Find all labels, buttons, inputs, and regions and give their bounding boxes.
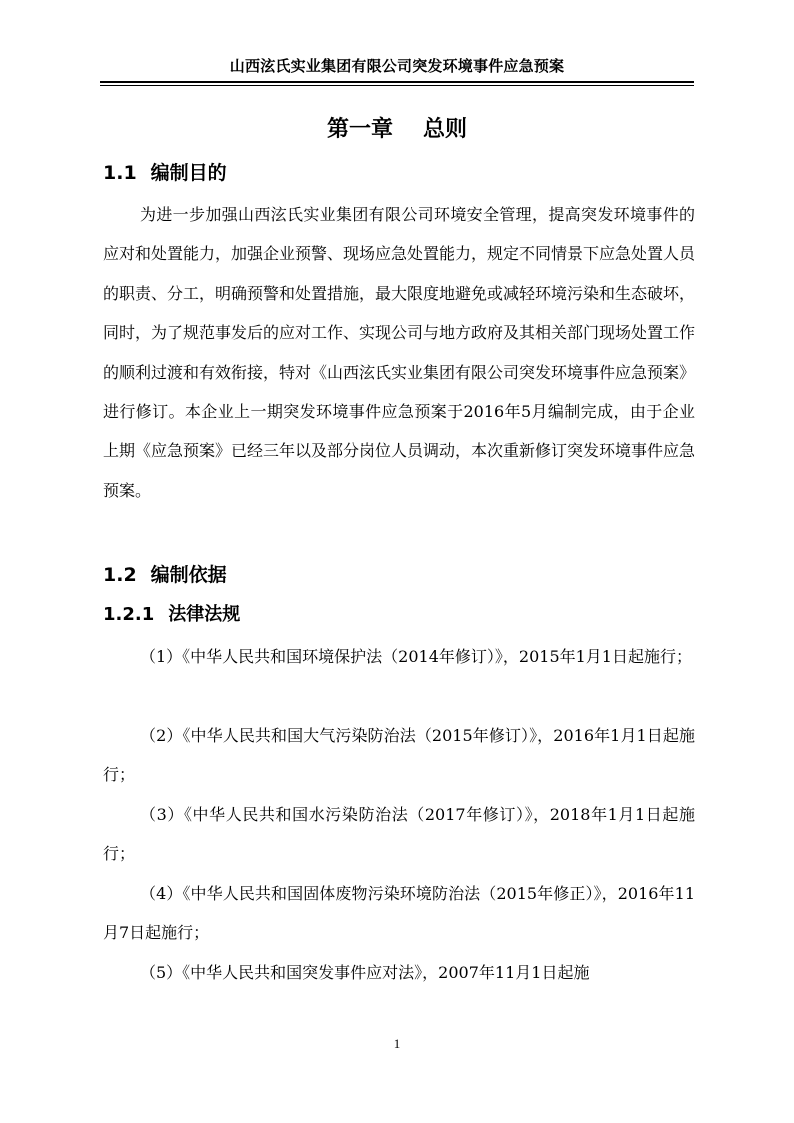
section-heading-1-1 [103, 160, 227, 186]
section-number: 1.1 [103, 162, 137, 184]
law-item-3: （3）《中华人民共和国水污染防治法（2017年修订）》，2018年1月1日起施行； [103, 805, 695, 864]
section-title: 编制目的 [150, 162, 227, 184]
section-heading-1-2-1 [103, 602, 240, 628]
law-item-1: （1）《中华人民共和国环境保护法（2014年修订）》，2015年1月1日起施行； [140, 647, 692, 666]
section-number: 1.2.1 [103, 604, 155, 625]
section-heading-1-2 [103, 562, 227, 588]
chapter-name: 总则 [423, 117, 468, 142]
chapter-number: 第一章 [326, 117, 393, 142]
law-item-4: （4）《中华人民共和国固体废物污染环境防治法（2015年修正）》，2016年11月7日起施行； [103, 884, 695, 943]
purpose-paragraph: 为进一步加强山西泫氏实业集团有限公司环境安全管理，提高突发环境事件的应对和处置能力，加强企业预警、现场应急处置能力，规定不同情景下应急处置人员的职责、分工，明确预警和处置措施，最大限度地避免或减轻环境污染和生态破坏，同时，为了规范事发后的应对工作、实现公司与地方政府及其相关部门现场处置工作的顺利过渡和有效衔接，特对《山西泫氏实业集团有限公司突发环境事件应急预案》进行修订。本企业上一期突发环境事件应急预案于2016年5月编制完成，由于企业上期《应急预案》已经三年以及部分岗位人员调动，本次重新修订突发环境事件应急预案。 [103, 205, 696, 500]
section-title: 法律法规 [168, 604, 241, 625]
page-number: 1 [393, 1036, 401, 1051]
law-item-2: （2）《中华人民共和国大气污染防治法（2015年修订）》，2016年1月1日起施行； [103, 726, 695, 785]
law-item-5: （5）《中华人民共和国突发事件应对法》，2007年11月1日起施 [140, 963, 590, 982]
header-rule-thick [100, 81, 694, 83]
section-title: 编制依据 [150, 564, 227, 586]
running-header: 山西泫氏实业集团有限公司突发环境事件应急预案 [229, 57, 565, 75]
chapter-title [100, 115, 694, 145]
header-rule-thin [100, 85, 694, 86]
section-number: 1.2 [103, 564, 137, 586]
